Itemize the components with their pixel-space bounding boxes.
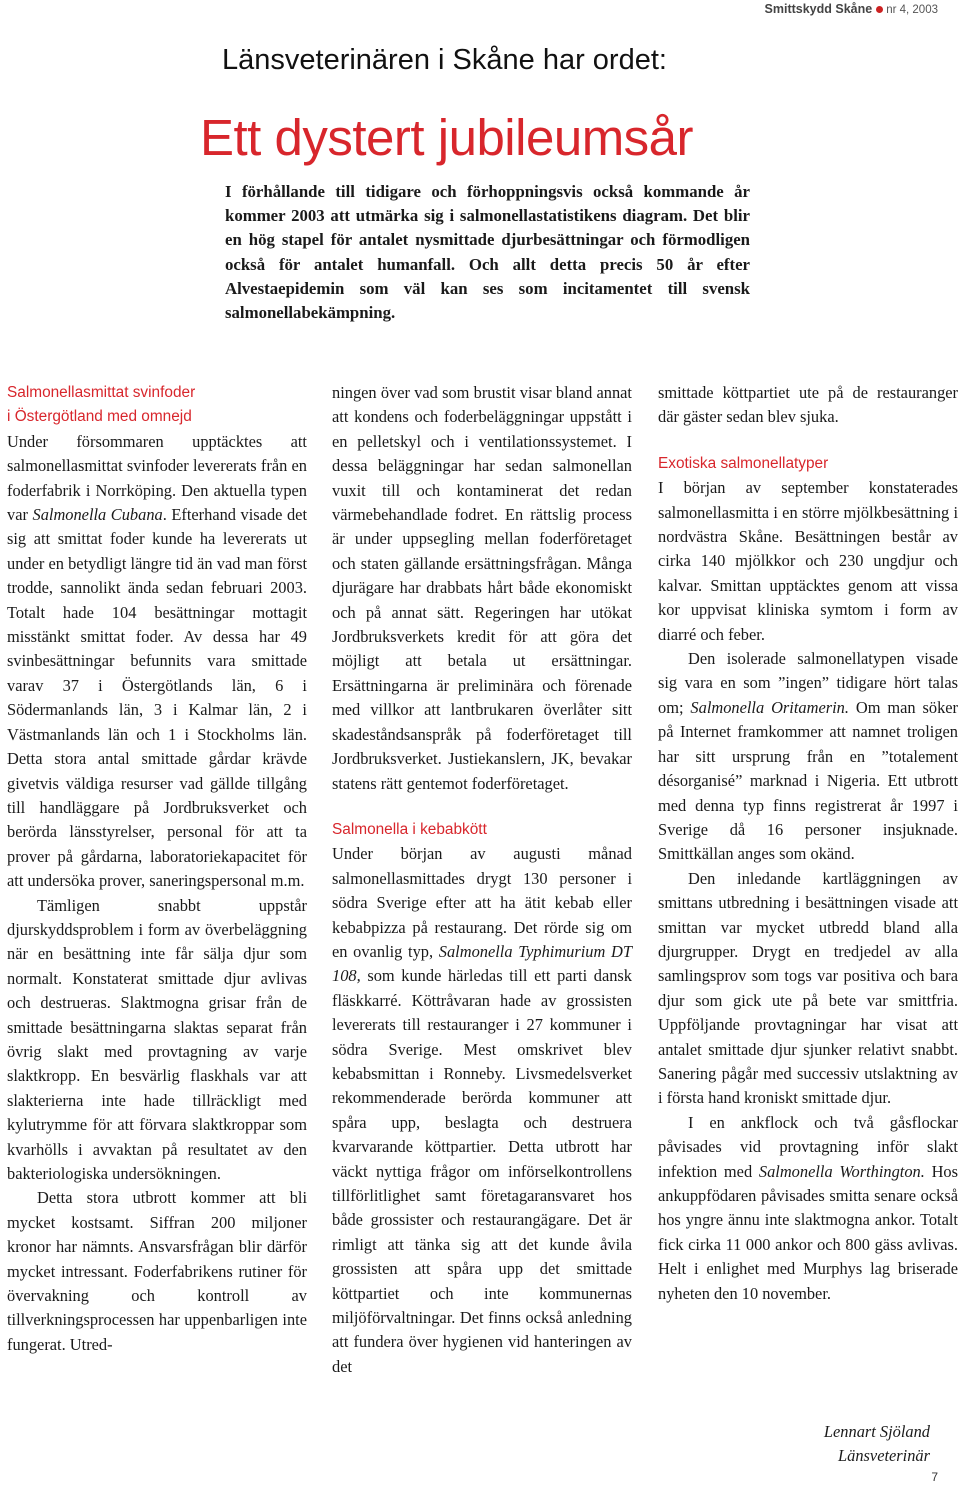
issue-number: nr 4, 2003 <box>886 4 938 16</box>
section-heading-line1: Salmonellasmittat svinfoder <box>7 384 196 401</box>
species-name: Salmonella Worthington. <box>758 1161 925 1181</box>
red-dot-icon <box>876 6 883 13</box>
section-heading-kebab: Salmonella i kebabkött <box>332 820 487 838</box>
text-run: som kunde härledas till ett parti dansk fläskkarré. Köttråvaran hade av grossisten levererats till restauranger i 27 kommuner i södra Sverige. Mest omskrivet blev kebabsmittan i Ronneby. Livsmedelsverket rekommenderade berörda kommuner att spåra upp, beslagta och destruera kvarvarande köttpartier. Detta utbrott har väckt nyttiga frågor om införselkontrollens tillförlitlighet samt företagaransvaret hos både grossister och restaurangägare. Det är rimligt att tänka sig att det kunde åvila grossisten att spåra upp det smittade köttpartiet och inte kommunernas miljöförvaltningar. Det finns också anledning att fundera över hygienen vid hanteringen av det <box>332 966 632 1376</box>
section-heading-feed <box>7 381 307 430</box>
text-run: Under början av augusti månad salmonellasmittades drygt 130 personer i södra Sverige efter att ha ätit kebab eller kebabpizza på restaurang. Det rörde sig om en ovanlig typ, <box>332 844 632 961</box>
species-name: Salmonella Oritamerin. <box>690 697 849 717</box>
author-title: Länsveterinär <box>838 1446 930 1465</box>
article-column-2 <box>332 381 632 1379</box>
article-column-1 <box>7 381 307 1357</box>
text-run: I en ankflock och två gåsflockar påvisades vid provtagning inför slakt infektion med <box>658 1112 958 1181</box>
publication-name: Smittskydd Skåne <box>764 2 873 16</box>
section-heading-line2: i Östergötland med omnejd <box>7 408 192 426</box>
text-run: Hos ankuppfödaren påvisades smitta senare också hos yngre ännu inte slaktmogna ankor. Totalt fick cirka 11 000 ankor och 800 gäss avlivas. Helt i enlighet med Murphys lag briserade nyheten den 10 november. <box>658 1161 958 1303</box>
paragraph <box>332 842 632 1379</box>
signature <box>824 1420 930 1468</box>
text-run: Om man söker på Internet framkommer att namnet troligen har sitt ursprung från en ”totalement désorganisé” marknad i Nigeria. Ett utbrott med denna typ finns registrerat år 1997 i Sverige då 16 personer insjuknade. Smittkällan anges som okänd. <box>658 697 959 864</box>
page-number: 7 <box>931 1470 938 1484</box>
text-run: . Efterhand visade det sig att smittat foder kunde ha levererats ut under en betydligt längre tid än vad man först trodde, sannolikt ända sedan februari 2003. Totalt hade 104 besättningar mottagit misstänkt smittat foder. Av dessa har 49 svinbesättningar befunnits vara smittade varav 37 i Östergötlands län, 6 i Södermanlands län, 3 i Kalmar län, 2 i Västmanlands län och 1 i Stockholms län. Detta stora antal smittade gårdar krävde givetvis väldiga resurser vad gällde tillgång till handläggare på Jordbruksverket och berörda länsstyrelser, personal för att ta prover på gårdarna, laboratoriekapacitet för att undersöka prover, saneringspersonal m.m. <box>7 505 308 891</box>
paragraph <box>7 430 307 894</box>
paragraph: Den inledande kartläggningen av smittans utbredning i besättningen visade att smittan var mycket utbredd bland alla djurgrupper. Drygt en tredjedel av alla samlingsprov som togs var positiva och bara djur som gick ute på bete var smittfria. Uppföljande provtagningar har visat att antalet smittade djur sjunker relativt snabbt. Sanering pågår med successiv utslaktning av i första hand kroniskt smittade djur. <box>658 868 958 1108</box>
headline: Ett dystert jubileumsår <box>200 109 694 166</box>
text-run: Under försommaren upptäcktes att salmonellasmittat svinfoder levererats från en foderfabrik i Norrköping. Den aktuella typen var <box>7 431 307 525</box>
paragraph <box>658 647 958 867</box>
kicker: Länsveterinären i Skåne har ordet: <box>222 44 667 76</box>
article-column-3 <box>658 381 958 1306</box>
paragraph: Tämligen snabbt uppstår djurskyddsproblem i form av överbeläggning när en besättning inte får sälja djur som normalt. Konstaterat smittade djur avlivas och destrueras. Slaktmogna grisar från de smittade besättningarna slaktas separat från övrig slakt med provtagning av varje slaktkropp. En besvärlig flaskhals var att slakterierna inte hade tillräckligt med kylutrymme för att förvara slaktkroppar som kvarhölls i avvaktan på resultatet av den bakteriologiska undersökningen. <box>7 895 307 1183</box>
section-heading-exotic: Exotiska salmonellatyper <box>658 454 829 472</box>
paragraph-continued: smittade köttpartiet ute på de restauranger där gäster sedan blev sjuka. <box>658 383 958 427</box>
text-run: Den isolerade salmonellatypen visade sig vara en som ”ingen” tidigare hört talas om; <box>658 649 958 717</box>
author-name: Lennart Sjöland <box>823 1422 930 1441</box>
species-name: Salmonella Typhimurium DT 108, <box>332 941 632 986</box>
paragraph: Detta stora utbrott kommer att bli mycket kostsamt. Siffran 200 miljoner kronor har nämnts. Ansvarsfrågan blir därför mycket intressant. Foderfabrikens rutiner för övervakning och kontroll av tillverkningsprocessen har uppenbarligen inte fungerat. Utred- <box>7 1188 307 1354</box>
paragraph <box>658 1111 958 1306</box>
species-name: Salmonella Cubana <box>32 505 163 525</box>
ingress: I förhållande till tidigare och förhoppningsvis också kommande år kommer 2003 att utmärka sig i salmonellastatistikens diagram. Det blir en hög stapel för antalet nysmittade djurbesättningar och förmodligen också för antalet humanfall. Och allt detta precis 50 år efter Alvestaepidemin som väl kan ses som incitamentet till svensk salmonellabekämpning. <box>225 182 750 323</box>
paragraph: I början av september konstaterades salmonellasmitta i en större mjölkbesättning i nordvästra Skåne. Besättningen består av cirka 140 mjölkkor och 230 ungdjur och kalvar. Smittan upptäcktes genom att vissa kor uppvisat kliniska symtom i form av diarré och feber. <box>658 478 958 644</box>
running-header <box>0 0 960 17</box>
paragraph-continued: ningen över vad som brustit visar bland annat att kondens och foderbeläggningar uppstått i en pelletskyl och i ventilationssystemet. I dessa beläggningar har sedan salmonellan vuxit till och kontaminerat det redan värmebehandlade fodret. En rättslig process är under uppsegling mellan foderföretaget och staten gällande ersättningsfrågan. Många djurägare har drabbats hårt både ekonomiskt och på annat sätt. Regeringen har utökat Jordbruksverkets kredit för att göra det möjligt att betala ut ersättningar. Ersättningarna är preliminära och förenade med villkor att lantbrukaren överlåter sitt skadeståndsanspråk på foderföretaget till Jordbruksverket. Justiekanslern, JK, bevakar statens rätt gentemot foderföretaget. <box>332 383 632 793</box>
running-head <box>765 2 938 16</box>
